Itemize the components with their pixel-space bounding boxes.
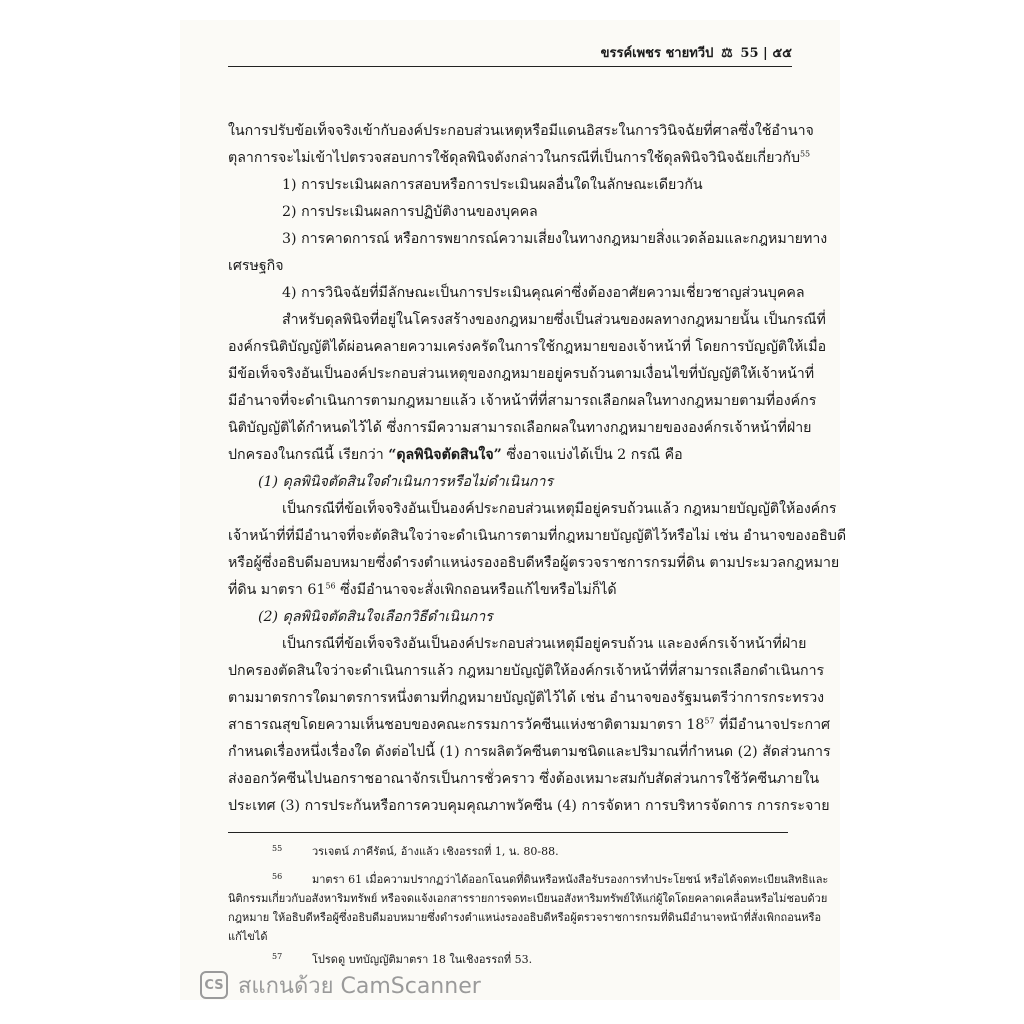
header-separator: | [763,46,768,61]
body-line [228,442,794,469]
body-line [228,550,840,577]
footnote-number: 56 [272,872,283,881]
line-text: กำหนดเรื่องหนึ่งเรื่องใด ดังต่อไปนี้ (1) การผลิตวัคซีนตามชนิดและปริมาณที่กำหนด (2) สัดส่วนการ [228,744,831,760]
body-line [228,631,807,658]
watermark-text: สแกนด้วย CamScanner [238,973,481,999]
footnote-text: นิติกรรมเกี่ยวกับอสังหาริมทรัพย์ หรือจดแจ้งเอกสารรายการจดทะเบียนอสังหาริมทรัพย์ให้แก่ผู้ใดโดยคลาดเคลื่อนหรือไม่ชอบด้วย [228,892,828,905]
body-line [228,334,827,361]
body-line [228,712,831,739]
camscanner-watermark [200,968,481,1002]
footnote-number: 57 [272,952,283,961]
footnote-line [228,870,829,889]
body-line [228,307,826,334]
body-line [228,766,820,793]
body-line [228,739,831,766]
body-line [228,226,828,253]
footnote-text: แก้ไขได้ [228,930,268,943]
body-line [228,523,847,550]
footnote-ref: 57 [704,716,715,726]
body-line [228,469,794,496]
line-text: (1) ดุลพินิจตัดสินใจดำเนินการหรือไม่ดำเนินการ [258,474,554,490]
page-number-arabic: 55 [740,46,759,61]
footnote-text: วรเจตน์ ภาคีรัตน์, อ้างแล้ว เชิงอรรถที่ 1, น. 80-88. [312,845,559,858]
line-text: (2) ดุลพินิจตัดสินใจเลือกวิธีดำเนินการ [258,609,493,625]
footnote-line [228,950,794,969]
term-highlight: “ดุลพินิจตัดสินใจ” [388,447,502,463]
line-text: 3) การคาดการณ์ หรือการพยากรณ์ความเสี่ยงในทางกฎหมายสิ่งแวดล้อมและกฎหมายทาง [282,231,828,247]
line-text: องค์กรนิติบัญญัติได้ผ่อนคลายความเคร่งครัดในการใช้กฎหมายของเจ้าหน้าที่ โดยการบัญญัติให้เมื่อ [228,339,827,355]
body-line [228,172,794,199]
line-text: มีอำนาจที่จะดำเนินการตามกฎหมายแล้ว เจ้าหน้าที่ที่สามารถเลือกผลในทางกฎหมายตามที่องค์กร [228,393,817,409]
line-text: สาธารณสุขโดยความเห็นชอบของคณะกรรมการวัคซีนแห่งชาติตามมาตรา 18 [228,717,705,733]
line-text: มีข้อเท็จจริงอันเป็นองค์ประกอบส่วนเหตุของกฎหมายอยู่ครบถ้วนตามเงื่อนไขที่บัญญัติให้เจ้าหน้าที่ [228,366,815,382]
footnote-number: 55 [272,844,283,853]
footnote [228,870,829,946]
line-text: เจ้าหน้าที่ที่มีอำนาจที่จะตัดสินใจว่าจะดำเนินการตามที่กฎหมายบัญญัติไว้หรือไม่ เช่น อำนาจของอธิบดี [228,528,847,544]
footnote-text: โปรดดู บทบัญญัติมาตรา 18 ในเชิงอรรถที่ 53. [312,953,533,966]
line-text: เศรษฐกิจ [228,258,284,274]
body-line [228,388,817,415]
line-text: ที่ดิน มาตรา 61 [228,582,326,598]
body-line [228,280,805,307]
footnote [228,950,794,969]
line-text: ตามมาตรการใดมาตรการหนึ่งตามที่กฎหมายบัญญัติไว้ได้ เช่น อำนาจของรัฐมนตรีว่าการกระทรวง [228,690,825,706]
footnote-ref: 56 [325,581,336,591]
footnote-line [228,842,794,861]
body-line [228,118,814,145]
body-line [228,604,794,631]
line-text: เป็นกรณีที่ข้อเท็จจริงอันเป็นองค์ประกอบส่วนเหตุมีอยู่ครบถ้วน และองค์กรเจ้าหน้าที่ฝ่าย [282,636,807,652]
line-text: ซึ่งมีอำนาจจะสั่งเพิกถอนหรือแก้ไขหรือไม่ก็ได้ [335,582,617,598]
body-text [228,118,847,820]
body-line [228,658,825,685]
page-number-thai: ๕๕ [772,46,792,61]
line-text: สำหรับดุลพินิจที่อยู่ในโครงสร้างของกฎหมายซึ่งเป็นส่วนของผลทางกฎหมายนั้น เป็นกรณีที่ [282,312,826,328]
line-text: ปกครองในกรณีนี้ เรียกว่า [228,447,389,463]
camscanner-logo-icon: CS [200,971,228,999]
line-text: ปกครองตัดสินใจว่าจะดำเนินการแล้ว กฎหมายบัญญัติให้องค์กรเจ้าหน้าที่ที่สามารถเลือกดำเนินการ [228,663,825,679]
footnote-divider [228,832,788,833]
body-line [228,685,825,712]
line-text: 1) การประเมินผลการสอบหรือการประเมินผลอื่นใดในลักษณะเดียวกัน [282,177,703,193]
body-line [228,361,815,388]
line-text: ตุลาการจะไม่เข้าไปตรวจสอบการใช้ดุลพินิจดังกล่าวในกรณีที่เป็นการใช้ดุลพินิจวินิจฉัยเกี่ยวกับ [228,150,800,166]
line-text: 4) การวินิจฉัยที่มีลักษณะเป็นการประเมินคุณค่าซึ่งต้องอาศัยความเชี่ยวชาญส่วนบุคคล [282,285,805,301]
body-line [228,199,794,226]
line-text: นิติบัญญัติได้กำหนดไว้ได้ ซึ่งการมีความสามารถเลือกผลในทางกฎหมายขององค์กรเจ้าหน้าที่ฝ่าย [228,420,812,436]
footnote-ref: 55 [799,149,811,159]
footnote-line [228,927,794,946]
body-line [228,496,837,523]
body-line [228,253,794,280]
line-text: ในการปรับข้อเท็จจริงเข้ากับองค์ประกอบส่วนเหตุหรือมีแดนอิสระในการวินิจฉัยที่ศาลซึ่งใช้อำนาจ [228,123,814,139]
footnote [228,842,794,861]
body-line [228,577,794,604]
footnote-line [228,889,828,908]
line-text: หรือผู้ซึ่งอธิบดีมอบหมายซึ่งดำรงตำแหน่งรองอธิบดีหรือผู้ตรวจราชการกรมที่ดิน ตามประมวลกฎหมาย [228,555,840,571]
body-line [228,415,812,442]
body-line [228,145,811,172]
footnote-line [228,908,822,927]
line-text: ประเทศ (3) การประกันหรือการควบคุมคุณภาพวัคซีน (4) การจัดหา การบริหารจัดการ การกระจาย [228,798,830,814]
footnote-text: กฎหมาย ให้อธิบดีหรือผู้ซึ่งอธิบดีมอบหมายซึ่งดำรงตำแหน่งรองอธิบดีหรือผู้ตรวจราชการกรมที่ดินมีอำนาจหน้าที่สั่งเพิกถอนหรือ [228,911,822,924]
line-text: ซึ่งอาจแบ่งได้เป็น 2 กรณี คือ [501,447,683,463]
running-title: ขรรค์เพชร ชายทวีป [600,46,714,61]
line-text: 2) การประเมินผลการปฏิบัติงานของบุคคล [282,204,538,220]
running-header [228,42,792,67]
line-text: ส่งออกวัคซีนไปนอกราชอาณาจักรเป็นการชั่วคราว ซึ่งต้องเหมาะสมกับสัดส่วนการใช้วัคซีนภายใน [228,771,820,787]
scales-of-justice-icon: ⚖ [721,46,733,61]
body-line [228,793,830,820]
footnote-text: มาตรา 61 เมื่อความปรากฏว่าได้ออกโฉนดที่ดินหรือหนังสือรับรองการทำประโยชน์ หรือได้จดทะเบียนสิทธิและ [312,873,829,886]
line-text: ที่มีอำนาจประกาศ [714,717,831,733]
line-text: เป็นกรณีที่ข้อเท็จจริงอันเป็นองค์ประกอบส่วนเหตุมีอยู่ครบถ้วนแล้ว กฎหมายบัญญัติให้องค์กร [282,501,837,517]
